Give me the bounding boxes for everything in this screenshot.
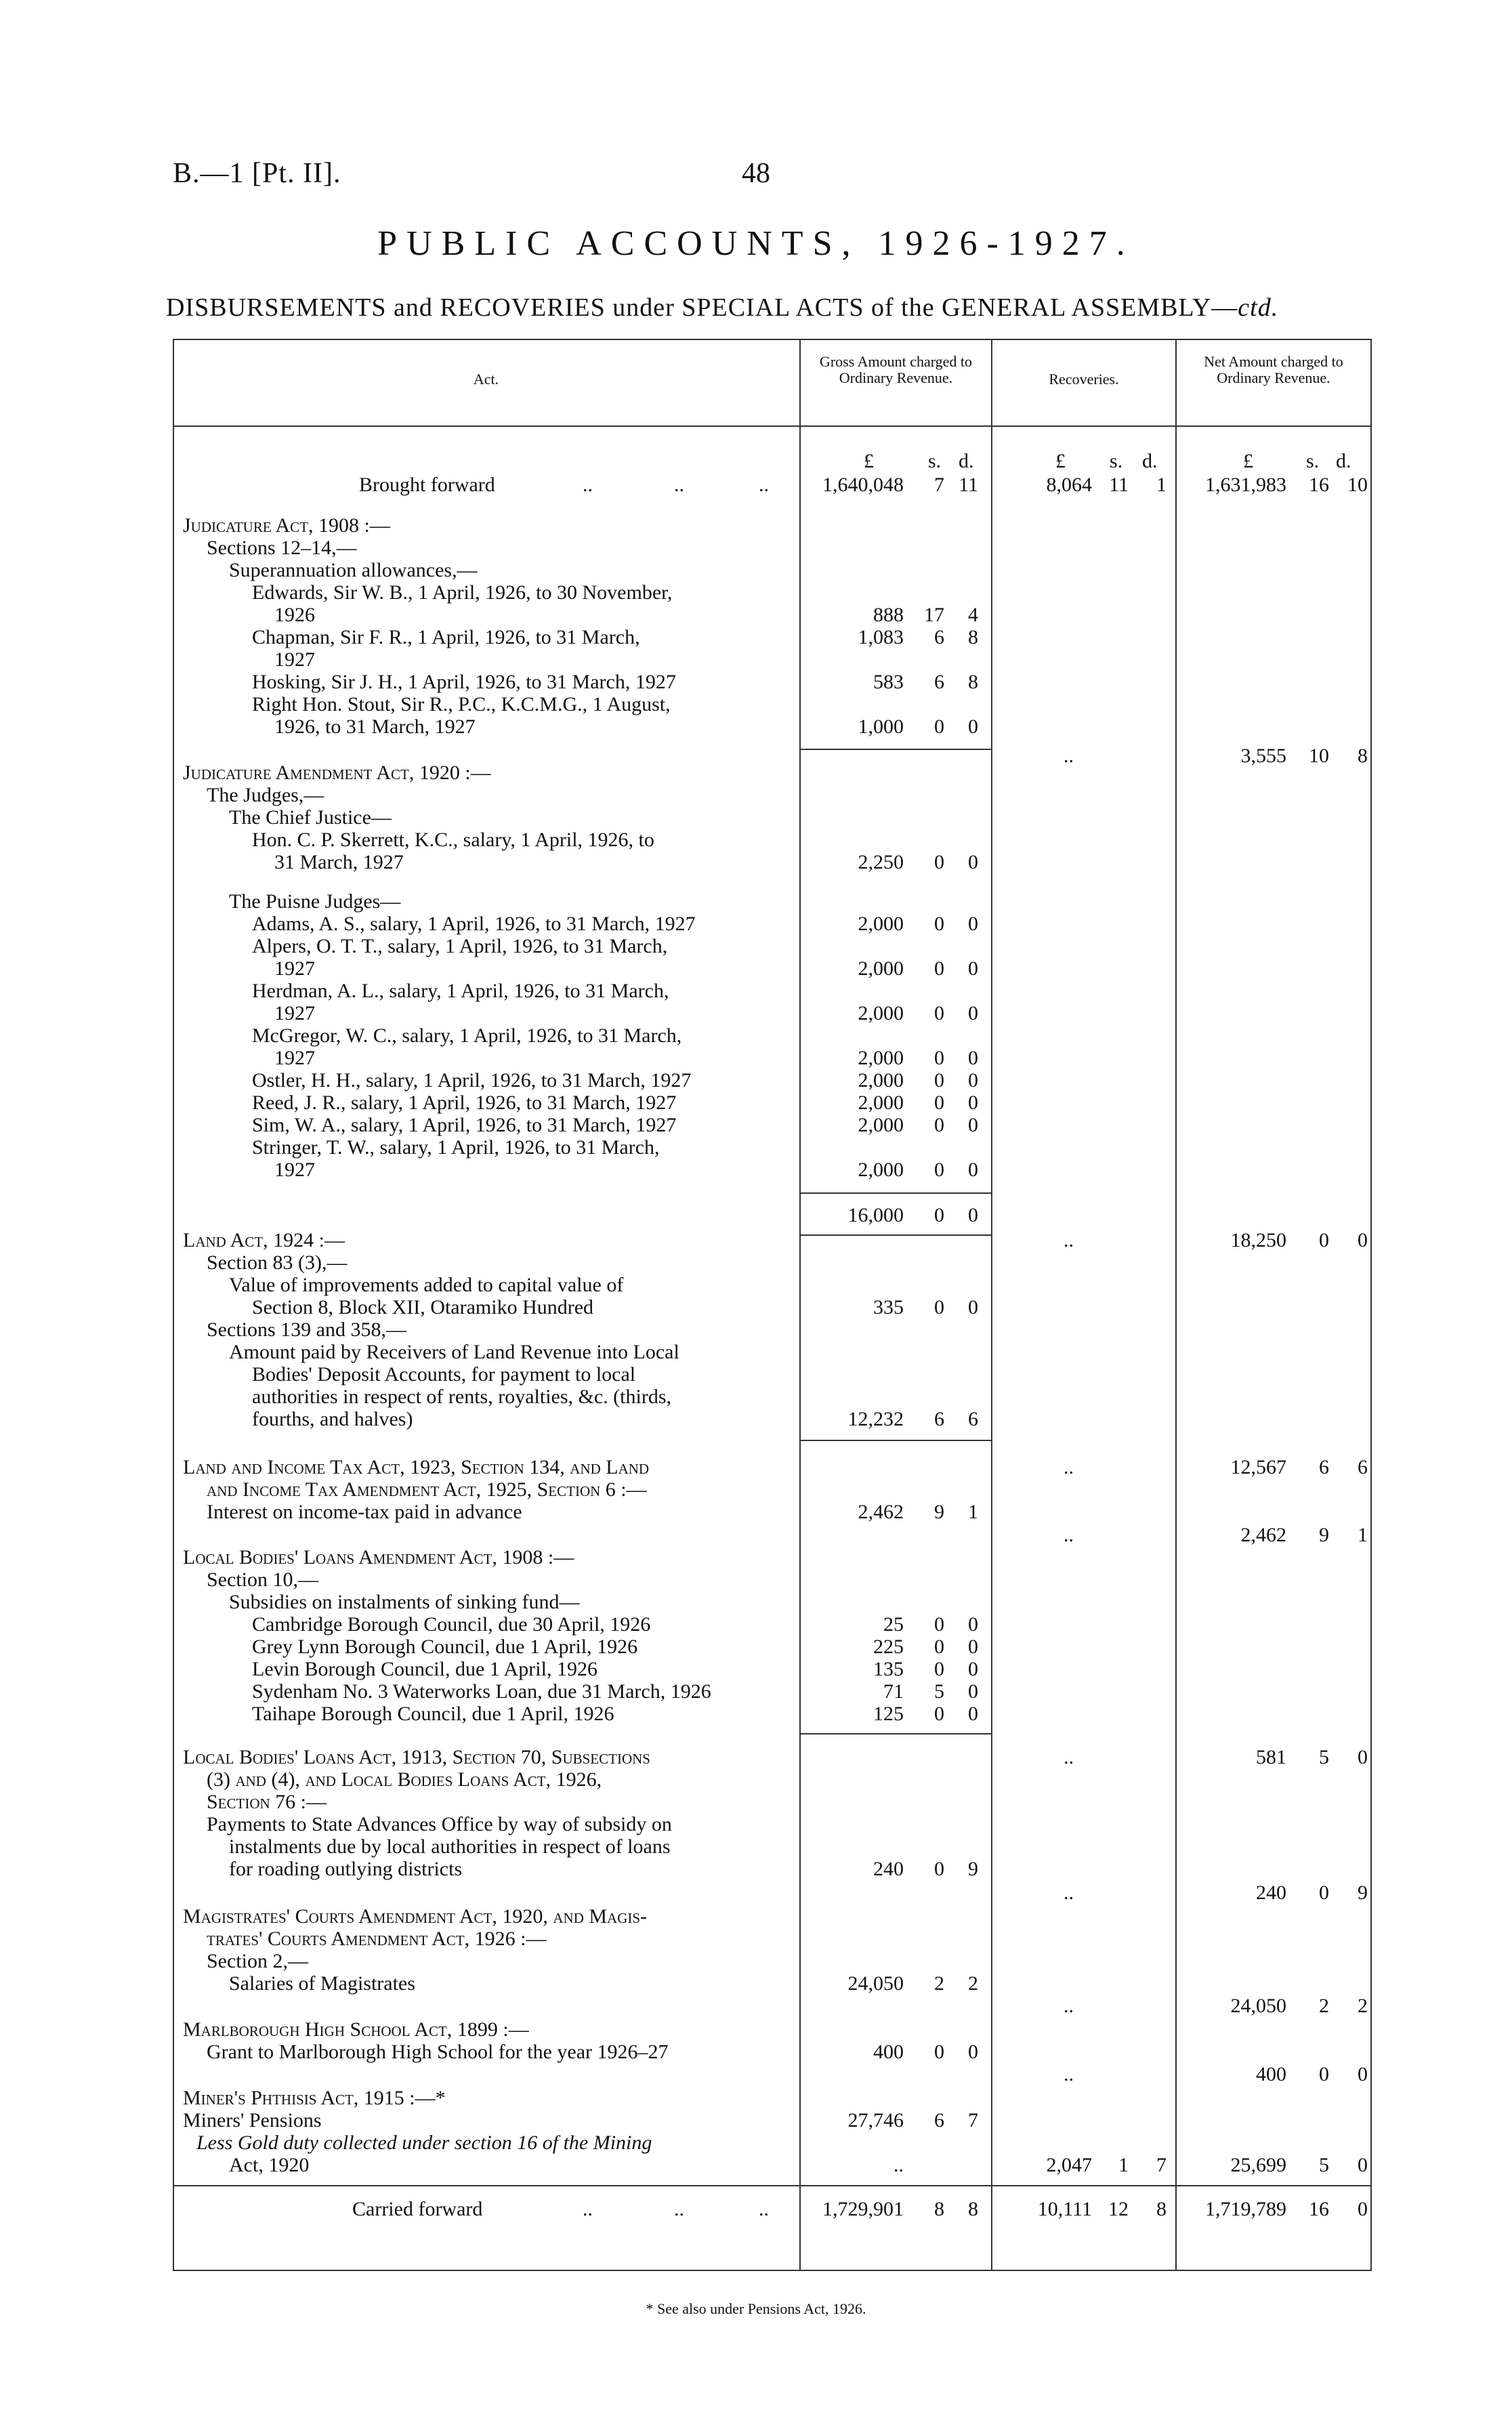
net-d-unit: d. [1336, 450, 1351, 472]
carried-forward-rec-s: 12 [1108, 2198, 1129, 2220]
brought-forward-rec-s: 11 [1109, 474, 1129, 496]
carried-forward-label: Carried forward [352, 2198, 483, 2220]
subsection-label: The Chief Justice— [229, 806, 392, 829]
subtotal-rule [799, 1440, 991, 1441]
land-income-net: 2,462 [1240, 1524, 1286, 1546]
gold-duty-amount: .. [894, 2154, 904, 2176]
column-header-recoveries: Recoveries. [1049, 371, 1119, 388]
item-label: Chapman, Sir F. R., 1 April, 1926, to 31 March, [252, 626, 640, 648]
section-heading: Land and Income Tax Act, 1923, Section 134, and Land [183, 1456, 650, 1478]
adams-s: 0 [934, 913, 944, 935]
miners-net: 25,699 [1230, 2154, 1286, 2176]
item-label: Grey Lynn Borough Council, due 1 April, 1926 [252, 1636, 638, 1658]
carried-forward-rule [173, 2185, 1372, 2186]
alpers-d: 0 [968, 957, 978, 980]
item-label: fourths, and halves) [252, 1408, 413, 1430]
magistrates-net: 24,050 [1230, 1995, 1286, 2017]
item-label: Amount paid by Receivers of Land Revenue into Local [229, 1341, 679, 1363]
interest-amount: 2,462 [858, 1501, 904, 1523]
sydenham-amount: 71 [883, 1680, 904, 1703]
herdman-s: 0 [934, 1002, 944, 1024]
item-label: Miners' Pensions [183, 2109, 322, 2132]
marlborough-s: 0 [934, 2041, 944, 2063]
sim-s: 0 [934, 1114, 944, 1136]
sydenham-s: 5 [934, 1680, 944, 1703]
subtitle-main: DISBURSEMENTS and RECOVERIES under SPECIAL ACTS of the GENERAL ASSEMBLY— [166, 293, 1238, 322]
subtotal-rule [799, 1192, 991, 1194]
section-heading: Local Bodies' Loans Act, 1913, Section 70, Subsections [183, 1746, 650, 1768]
item-label: Cambridge Borough Council, due 30 April, 1926 [252, 1613, 651, 1636]
subsection-label: Sections 12–14,— [207, 537, 357, 559]
local-1908-net-s: 5 [1319, 1746, 1329, 1768]
marlborough-d: 0 [968, 2041, 978, 2063]
land-value-s: 0 [934, 1296, 944, 1318]
judicature-amend-recoveries: .. [1064, 1229, 1074, 1251]
rec-s-unit: s. [1110, 450, 1123, 472]
land-value-d: 0 [968, 1296, 978, 1318]
item-label: McGregor, W. C., salary, 1 April, 1926, to 31 March, [252, 1024, 682, 1047]
recoveries-column-rule [991, 339, 992, 2270]
brought-forward-rec: 8,064 [1046, 474, 1092, 496]
item-label: Stringer, T. W., salary, 1 April, 1926, to 31 March, [252, 1136, 660, 1159]
section-heading: Section 76 :— [207, 1791, 327, 1813]
net-pound-unit: £ [1243, 450, 1253, 472]
gross-column-rule [799, 339, 801, 2270]
subsection-label: Section 83 (3),— [207, 1251, 348, 1274]
puisne-subtotal-s: 0 [934, 1204, 944, 1226]
subtotal-rule [799, 1733, 991, 1734]
local-1913-net-s: 0 [1319, 1881, 1329, 1904]
item-label: Sim, W. A., salary, 1 April, 1926, to 31 March, 1927 [252, 1114, 677, 1136]
item-label: 31 March, 1927 [274, 851, 404, 873]
cambridge-amount: 25 [883, 1613, 904, 1636]
item-label: 1927 [274, 648, 315, 671]
item-label: 1926 [274, 604, 315, 626]
brought-forward-gross: 1,640,048 [822, 474, 904, 496]
land-paid-amount: 12,232 [847, 1408, 904, 1430]
item-label: Payments to State Advances Office by way of subsidy on [207, 1813, 672, 1835]
gross-d-unit: d. [959, 450, 974, 472]
table-top-rule [173, 339, 1372, 340]
section-heading: Judicature Act, 1908 :— [183, 514, 390, 537]
brought-forward-net-d: 10 [1347, 474, 1368, 496]
section-heading: Magistrates' Courts Amendment Act, 1920, and Magis- [183, 1905, 648, 1928]
item-label: Adams, A. S., salary, 1 April, 1926, to 31 March, 1927 [252, 913, 696, 935]
item-label: Salaries of Magistrates [229, 1972, 415, 1995]
land-recoveries: .. [1064, 1456, 1074, 1478]
magistrates-net-d: 2 [1358, 1995, 1368, 2017]
alpers-amount: 2,000 [858, 957, 904, 980]
leader-dots: .. [674, 474, 684, 496]
land-paid-s: 6 [934, 1408, 944, 1430]
judicature-net: 3,555 [1240, 745, 1286, 767]
pensions-s: 6 [934, 2109, 944, 2132]
net-column-rule [1175, 339, 1177, 2270]
herdman-amount: 2,000 [858, 1002, 904, 1024]
section-heading: Land Act, 1924 :— [183, 1229, 345, 1251]
chapman-s: 6 [934, 626, 944, 648]
magistrates-d: 2 [968, 1972, 978, 1995]
brought-forward-gross-s: 7 [934, 474, 944, 496]
leader-dots: .. [759, 474, 769, 496]
land-value-amount: 335 [873, 1296, 904, 1318]
item-label: Edwards, Sir W. B., 1 April, 1926, to 30 November, [252, 581, 673, 604]
adams-amount: 2,000 [858, 913, 904, 935]
local-1913-net: 240 [1256, 1881, 1286, 1904]
land-net: 12,567 [1230, 1456, 1286, 1478]
levin-amount: 135 [873, 1658, 904, 1680]
item-label: Herdman, A. L., salary, 1 April, 1926, to 31 March, [252, 980, 669, 1002]
item-label: Right Hon. Stout, Sir R., P.C., K.C.M.G., 1 August, [252, 693, 671, 715]
item-label: Hosking, Sir J. H., 1 April, 1926, to 31 March, 1927 [252, 671, 676, 693]
interest-s: 9 [934, 1501, 944, 1523]
land-net-s: 6 [1319, 1456, 1329, 1478]
column-header-gross: Gross Amount charged to Ordinary Revenue. [819, 353, 973, 386]
marlborough-net: 400 [1256, 2063, 1286, 2085]
ostler-d: 0 [968, 1069, 978, 1091]
mcgregor-s: 0 [934, 1047, 944, 1069]
item-label: Ostler, H. H., salary, 1 April, 1926, to 31 March, 1927 [252, 1069, 692, 1091]
item-label: Less Gold duty collected under section 16 of the Mining [196, 2132, 652, 2154]
subtitle-ctd: ctd. [1238, 293, 1279, 322]
gross-s-unit: s. [928, 450, 942, 472]
alpers-s: 0 [934, 957, 944, 980]
item-label: Hon. C. P. Skerrett, K.C., salary, 1 April, 1926, to [252, 829, 654, 851]
local-1908-recoveries: .. [1064, 1746, 1074, 1768]
land-net-d: 6 [1358, 1456, 1368, 1478]
item-label: 1927 [274, 1159, 315, 1181]
subsection-label: Section 10,— [207, 1568, 318, 1591]
marlborough-amount: 400 [873, 2041, 904, 2063]
interest-d: 1 [968, 1501, 978, 1523]
item-label: Alpers, O. T. T., salary, 1 April, 1926, to 31 March, [252, 935, 668, 957]
carried-forward-net-d: 0 [1358, 2198, 1368, 2220]
carried-forward-gross-s: 8 [934, 2198, 944, 2220]
magistrates-net-s: 2 [1319, 1995, 1329, 2017]
land-paid-d: 6 [968, 1408, 978, 1430]
section-heading: trates' Courts Amendment Act, 1926 :— [207, 1928, 547, 1950]
brought-forward-net: 1,631,983 [1205, 474, 1286, 496]
carried-forward-net-s: 16 [1309, 2198, 1329, 2220]
item-label: Section 8, Block XII, Otaramiko Hundred [252, 1296, 594, 1318]
stout-amount: 1,000 [858, 715, 904, 738]
reed-s: 0 [934, 1091, 944, 1114]
marlborough-net-s: 0 [1319, 2063, 1329, 2085]
subtotal-rule [799, 1234, 991, 1236]
judicature-amend-net-d: 0 [1358, 1229, 1368, 1251]
brought-forward-rec-d: 1 [1156, 474, 1167, 496]
leader-dots: .. [583, 474, 593, 496]
item-label: Interest on income-tax paid in advance [207, 1501, 522, 1523]
stringer-amount: 2,000 [858, 1159, 904, 1181]
levin-s: 0 [934, 1658, 944, 1680]
page-subtitle [166, 293, 1278, 323]
net-s-unit: s. [1306, 450, 1320, 472]
rec-d-unit: d. [1142, 450, 1158, 472]
leader-dots: .. [674, 2198, 684, 2220]
item-label: Taihape Borough Council, due 1 April, 1926 [252, 1703, 614, 1725]
miners-recoveries-s: 1 [1118, 2154, 1129, 2176]
leader-dots: .. [759, 2198, 769, 2220]
item-label: 1926, to 31 March, 1927 [274, 715, 476, 738]
miners-net-s: 5 [1319, 2154, 1329, 2176]
chapman-amount: 1,083 [858, 626, 904, 648]
adams-d: 0 [968, 913, 978, 935]
document-reference: B.—1 [Pt. II]. [173, 158, 341, 189]
carried-forward-rec-d: 8 [1156, 2198, 1167, 2220]
edwards-amount: 888 [873, 604, 904, 626]
item-label: Value of improvements added to capital value of [229, 1274, 624, 1296]
table-bottom-rule [173, 2270, 1372, 2271]
subsection-label: The Puisne Judges— [229, 890, 401, 913]
item-label: for roading outlying districts [229, 1858, 463, 1880]
miners-recoveries-d: 7 [1156, 2154, 1167, 2176]
levin-d: 0 [968, 1658, 978, 1680]
stringer-s: 0 [934, 1159, 944, 1181]
judicature-amend-net: 18,250 [1230, 1229, 1286, 1251]
item-label: 1927 [274, 957, 315, 980]
local-1913-net-d: 9 [1358, 1881, 1368, 1904]
item-label: Grant to Marlborough High School for the year 1926–27 [207, 2041, 669, 2063]
hosking-d: 8 [968, 671, 978, 693]
item-label: Levin Borough Council, due 1 April, 1926 [252, 1658, 597, 1680]
section-heading: Marlborough High School Act, 1899 :— [183, 2018, 529, 2041]
carried-forward-net: 1,719,789 [1205, 2198, 1286, 2220]
cambridge-s: 0 [934, 1613, 944, 1636]
item-label: 1927 [274, 1047, 315, 1069]
herdman-d: 0 [968, 1002, 978, 1024]
header-bottom-rule [173, 425, 1372, 427]
carried-forward-gross-d: 8 [968, 2198, 978, 2220]
edwards-d: 4 [968, 604, 978, 626]
subsection-label: The Judges,— [207, 784, 324, 806]
rec-pound-unit: £ [1055, 450, 1066, 472]
act-column-left-rule [173, 339, 174, 2270]
section-heading: (3) and (4), and Local Bodies Loans Act, 1926, [207, 1768, 602, 1791]
subsection-label: Sections 139 and 358,— [207, 1318, 406, 1341]
roading-amount: 240 [873, 1858, 904, 1880]
taihape-s: 0 [934, 1703, 944, 1725]
judicature-net-d: 8 [1358, 745, 1368, 767]
item-label: Bodies' Deposit Accounts, for payment to local [252, 1363, 636, 1386]
cambridge-d: 0 [968, 1613, 978, 1636]
brought-forward-label: Brought forward [359, 474, 495, 496]
marlborough-net-d: 0 [1358, 2063, 1368, 2085]
mcgregor-amount: 2,000 [858, 1047, 904, 1069]
section-heading: Judicature Amendment Act, 1920 :— [183, 762, 491, 784]
page-number: 48 [742, 158, 770, 189]
sydenham-d: 0 [968, 1680, 978, 1703]
section-heading: and Income Tax Amendment Act, 1925, Section 6 :— [207, 1478, 647, 1501]
taihape-amount: 125 [873, 1703, 904, 1725]
skerrett-amount: 2,250 [858, 851, 904, 873]
magistrates-amount: 24,050 [847, 1972, 904, 1995]
section-heading: Miner's Phthisis Act, 1915 :—* [183, 2087, 446, 2109]
stout-d: 0 [968, 715, 978, 738]
stringer-d: 0 [968, 1159, 978, 1181]
subsection-label: Subsidies on instalments of sinking fund— [229, 1591, 580, 1613]
skerrett-d: 0 [968, 851, 978, 873]
taihape-d: 0 [968, 1703, 978, 1725]
subtotal-rule [799, 749, 991, 750]
miners-recoveries: 2,047 [1046, 2154, 1092, 2176]
gross-pound-unit: £ [864, 450, 874, 472]
item-label: instalments due by local authorities in respect of loans [229, 1835, 671, 1858]
footnote: * See also under Pensions Act, 1926. [646, 2300, 866, 2317]
item-label: 1927 [274, 1002, 315, 1024]
column-header-act: Act. [473, 371, 499, 388]
reed-amount: 2,000 [858, 1091, 904, 1114]
land-income-net-d: 1 [1358, 1524, 1368, 1546]
reed-d: 0 [968, 1091, 978, 1114]
magistrates-s: 2 [934, 1972, 944, 1995]
carried-forward-rec: 10,111 [1037, 2198, 1092, 2220]
puisne-subtotal: 16,000 [847, 1204, 904, 1226]
brought-forward-gross-d: 11 [959, 474, 978, 496]
ostler-s: 0 [934, 1069, 944, 1091]
item-label: Act, 1920 [229, 2154, 310, 2176]
sim-amount: 2,000 [858, 1114, 904, 1136]
ostler-amount: 2,000 [858, 1069, 904, 1091]
grey-lynn-d: 0 [968, 1636, 978, 1658]
item-label: Reed, J. R., salary, 1 April, 1926, to 31 March, 1927 [252, 1091, 677, 1114]
item-label: Sydenham No. 3 Waterworks Loan, due 31 March, 1926 [252, 1680, 711, 1703]
column-header-net: Net Amount charged to Ordinary Revenue. [1204, 353, 1343, 386]
local-1908-net-d: 0 [1358, 1746, 1368, 1768]
stout-s: 0 [934, 715, 944, 738]
carried-forward-gross: 1,729,901 [822, 2198, 904, 2220]
land-income-net-s: 9 [1319, 1524, 1329, 1546]
brought-forward-net-s: 16 [1309, 474, 1329, 496]
edwards-s: 17 [924, 604, 944, 626]
magistrates-recoveries: .. [1064, 1995, 1074, 2017]
pensions-d: 7 [968, 2109, 978, 2132]
local-1908-net: 581 [1256, 1746, 1286, 1768]
judicature-amend-net-s: 0 [1319, 1229, 1329, 1251]
land-income-recoveries: .. [1064, 1524, 1074, 1546]
roading-s: 0 [934, 1858, 944, 1880]
judicature-recoveries: .. [1064, 745, 1074, 767]
local-1913-recoveries: .. [1064, 1881, 1074, 1904]
leader-dots: .. [583, 2198, 593, 2220]
miners-net-d: 0 [1358, 2154, 1368, 2176]
chapman-d: 8 [968, 626, 978, 648]
roading-d: 9 [968, 1858, 978, 1880]
skerrett-s: 0 [934, 851, 944, 873]
marlborough-recoveries: .. [1064, 2063, 1074, 2085]
table-right-rule [1370, 339, 1372, 2270]
judicature-net-s: 10 [1309, 745, 1329, 767]
subsection-label: Superannuation allowances,— [229, 559, 478, 581]
grey-lynn-s: 0 [934, 1636, 944, 1658]
page-title: PUBLIC ACCOUNTS, 1926-1927. [377, 224, 1135, 263]
subsection-label: Section 2,— [207, 1950, 308, 1972]
grey-lynn-amount: 225 [873, 1636, 904, 1658]
sim-d: 0 [968, 1114, 978, 1136]
puisne-subtotal-d: 0 [968, 1204, 978, 1226]
hosking-amount: 583 [873, 671, 904, 693]
section-heading: Local Bodies' Loans Amendment Act, 1908 :— [183, 1546, 574, 1568]
hosking-s: 6 [934, 671, 944, 693]
mcgregor-d: 0 [968, 1047, 978, 1069]
pensions-amount: 27,746 [847, 2109, 904, 2132]
item-label: authorities in respect of rents, royalties, &c. (thirds, [252, 1386, 671, 1408]
